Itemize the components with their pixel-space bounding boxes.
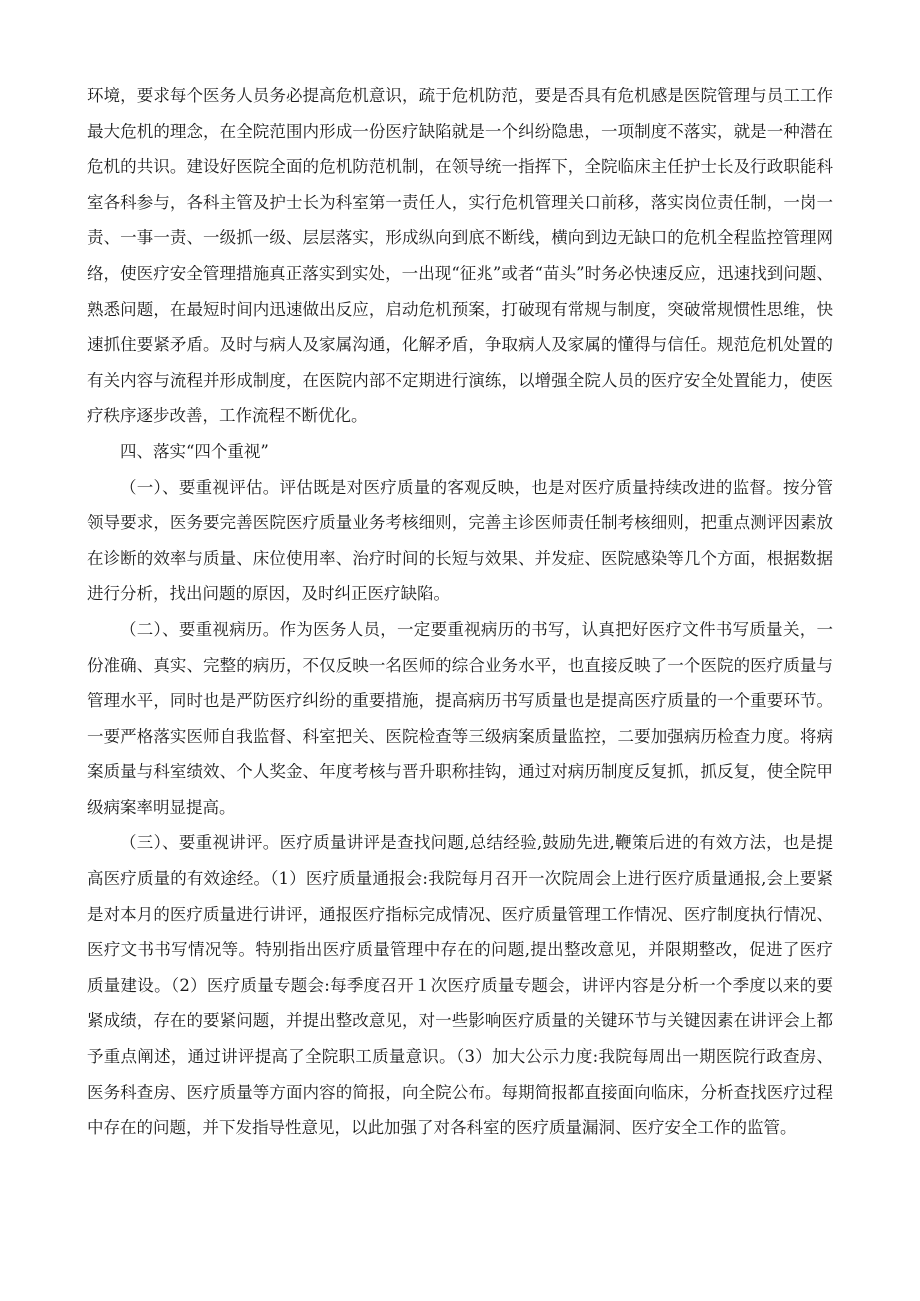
document-page bbox=[87, 78, 833, 1146]
paragraph-evaluation: （一）、要重视评估。评估既是对医疗质量的客观反映，也是对医疗质量持续改进的监督。按分管领导要求，医务要完善医院医疗质量业务考核细则，完善主诊医师责任制考核细则，把重点测评因素放在诊断的效率与质量、床位使用率、治疗时间的长短与效果、并发症、医院感染等几个方面，根据数据进行分析，找出问题的原因，及时纠正医疗缺陷。 bbox=[87, 477, 833, 604]
paragraph-medical-records: （二）、要重视病历。作为医务人员，一定要重视病历的书写，认真把好医疗文件书写质量关，一份准确、真实、完整的病历，不仅反映一名医师的综合业务水平，也直接反映了一个医院的医疗质量与管理水平，同时也是严防医疗纠纷的重要措施，提高病历书写质量也是提高医疗质量的一个重要环节。一要严格落实医师自我监督、科室把关、医院检查等三级病案质量监控，二要加强病历检查力度。将病案质量与科室绩效、个人奖金、年度考核与晋升职称挂钩，通过对病历制度反复抓，抓反复，使全院甲级病案率明显提高。 bbox=[87, 619, 833, 817]
paragraph-crisis-mechanism: 环境，要求每个医务人员务必提高危机意识，疏于危机防范，要是否具有危机感是医院管理与员工工作最大危机的理念，在全院范围内形成一份医疗缺陷就是一个纠纷隐患，一项制度不落实，就是一种潜在危机的共识。建设好医院全面的危机防范机制，在领导统一指挥下，全院临床主任护士长及行政职能科室各科参与，各科主管及护士长为科室第一责任人，实行危机管理关口前移，落实岗位责任制，一岗一责、一事一责、一级抓一级、层层落实，形成纵向到底不断线，横向到边无缺口的危机全程监控管理网络，使医疗安全管理措施真正落实到实处，一出现“征兆”或者“苗头”时务必快速反应，迅速找到问题、熟悉问题，在最短时间内迅速做出反应，启动危机预案，打破现有常规与制度，突破常规惯性思维，快速抓住要紧矛盾。及时与病人及家属沟通，化解矛盾，争取病人及家属的懂得与信任。规范危机处置的有关内容与流程并形成制度，在医院内部不定期进行演练，以增强全院人员的医疗安全处置能力，使医疗秩序逐步改善，工作流程不断优化。 bbox=[87, 86, 833, 426]
section-heading-four-emphases: 四、落实“四个重视” bbox=[120, 441, 269, 461]
paragraph-quality-review: （三）、要重视讲评。医疗质量讲评是查找问题,总结经验,鼓励先进,鞭策后进的有效方法，也是提高医疗质量的有效途经。（1）医疗质量通报会:我院每月召开一次院周会上进行医疗质量通报,会上要紧是对本月的医疗质量进行讲评，通报医疗指标完成情况、医疗质量管理工作情况、医疗制度执行情况、医疗文书书写情况等。特别指出医疗质量管理中存在的问题,提出整改意见，并限期整改，促进了医疗质量建设。（2）医疗质量专题会:每季度召开１次医疗质量专题会，讲评内容是分析一个季度以来的要紧成绩，存在的要紧问题，并提出整改意见，对一些影响医疗质量的关键环节与关键因素在讲评会上都予重点阐述，通过讲评提高了全院职工质量意识。（3）加大公示力度:我院每周出一期医院行政查房、医务科查房、医疗质量等方面内容的简报，向全院公布。每期简报都直接面向临床，分析查找医疗过程中存在的问题，并下发指导性意见，以此加强了对各科室的医疗质量漏洞、医疗安全工作的监管。 bbox=[87, 833, 833, 1138]
